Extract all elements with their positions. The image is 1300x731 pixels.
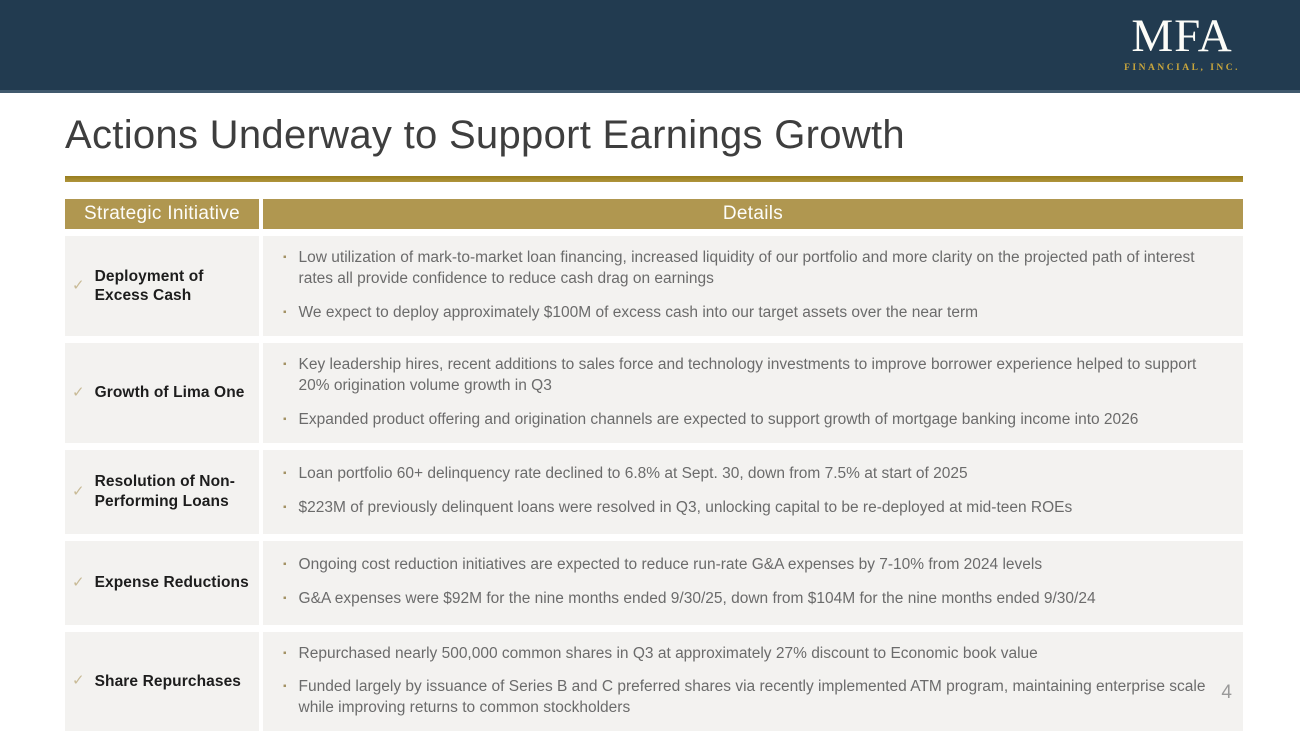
details-cell: [263, 541, 1243, 625]
checkmark-icon: ✓: [72, 383, 85, 401]
detail-bullet: [283, 498, 1225, 519]
initiative-label: Deployment of Excess Cash: [94, 267, 204, 304]
square-bullet-icon: ▪: [283, 502, 287, 514]
details-cell: [263, 343, 1243, 443]
detail-bullet: [283, 303, 1225, 324]
details-cell: [263, 450, 1243, 534]
square-bullet-icon: ▪: [283, 252, 287, 263]
detail-bullet: [283, 555, 1225, 576]
detail-text: Ongoing cost reduction initiatives are expected to reduce run-rate G&A expenses by 7-10% from 2024 levels: [298, 556, 1043, 574]
detail-bullet: [283, 410, 1225, 431]
initiative-cell: [65, 343, 259, 443]
table-row: [65, 236, 1243, 336]
initiative-cell: [65, 236, 259, 336]
table-row: [65, 343, 1243, 443]
detail-bullet: [283, 644, 1225, 665]
initiative-label: Expense Reductions: [94, 573, 249, 591]
title-underline: [65, 176, 1243, 182]
detail-text: We expect to deploy approximately $100M of excess cash into our target assets over the near term: [298, 303, 979, 321]
square-bullet-icon: ▪: [283, 358, 287, 370]
table-row: [65, 632, 1243, 731]
square-bullet-icon: ▪: [283, 468, 287, 480]
detail-text: Funded largely by issuance of Series B and C preferred shares via recently implemented ATM program, maintaining enterprise scale while improving returns to common stockholders: [298, 678, 1206, 717]
initiative-label: Share Repurchases: [94, 672, 242, 690]
square-bullet-icon: ▪: [283, 306, 287, 318]
detail-text: Loan portfolio 60+ delinquency rate declined to 6.8% at Sept. 30, down from 7.5% at start of 2025: [298, 465, 968, 483]
table-header-row: [65, 199, 1243, 229]
detail-bullet: [283, 355, 1225, 397]
table-row: [65, 541, 1243, 625]
checkmark-icon: ✓: [72, 482, 85, 500]
header-details: Details: [263, 199, 1243, 229]
details-cell: [263, 236, 1243, 336]
table-row: [65, 450, 1243, 534]
detail-text: Low utilization of mark-to-market loan financing, increased liquidity of our portfolio and more clarity on the projected path of interest rates all provide confidence to reduce cash drag on earnings: [298, 249, 1195, 287]
checkmark-icon: ✓: [72, 276, 85, 294]
detail-bullet: [283, 589, 1225, 610]
square-bullet-icon: ▪: [283, 559, 287, 571]
details-cell: [263, 632, 1243, 731]
detail-text: Repurchased nearly 500,000 common shares in Q3 at approximately 27% discount to Economic book value: [298, 644, 1038, 662]
detail-bullet: [283, 677, 1225, 719]
page-number: 4: [1221, 682, 1232, 703]
initiative-label: Growth of Lima One: [94, 383, 245, 401]
initiative-cell: [65, 450, 259, 534]
detail-bullet: [283, 248, 1225, 290]
mfa-logo-subtext: FINANCIAL, INC.: [1124, 63, 1240, 73]
detail-text: Key leadership hires, recent additions to sales force and technology investments to improve borrower experience helped to support 20% origination volume growth in Q3: [298, 355, 1197, 394]
header-strategic-initiative: Strategic Initiative: [65, 199, 259, 229]
initiative-label: Resolution of Non-Performing Loans: [94, 473, 235, 510]
square-bullet-icon: ▪: [283, 681, 287, 693]
slide-title: Actions Underway to Support Earnings Growth: [65, 113, 905, 157]
top-banner: [0, 0, 1300, 93]
detail-text: $223M of previously delinquent loans were resolved in Q3, unlocking capital to be re-deployed at mid-teen ROEs: [298, 499, 1073, 517]
square-bullet-icon: ▪: [283, 413, 287, 425]
initiative-cell: [65, 632, 259, 731]
square-bullet-icon: ▪: [283, 593, 287, 605]
checkmark-icon: ✓: [72, 672, 85, 690]
mfa-logo: [1124, 10, 1240, 74]
square-bullet-icon: ▪: [283, 647, 287, 659]
detail-text: G&A expenses were $92M for the nine months ended 9/30/25, down from $104M for the nine months ended 9/30/24: [298, 590, 1096, 608]
detail-text: Expanded product offering and origination channels are expected to support growth of mortgage banking income into 2026: [298, 410, 1139, 428]
initiative-cell: [65, 541, 259, 625]
checkmark-icon: ✓: [72, 573, 85, 591]
detail-bullet: [283, 464, 1225, 485]
initiatives-table: [65, 199, 1243, 731]
mfa-logo-text: MFA: [1131, 10, 1233, 62]
